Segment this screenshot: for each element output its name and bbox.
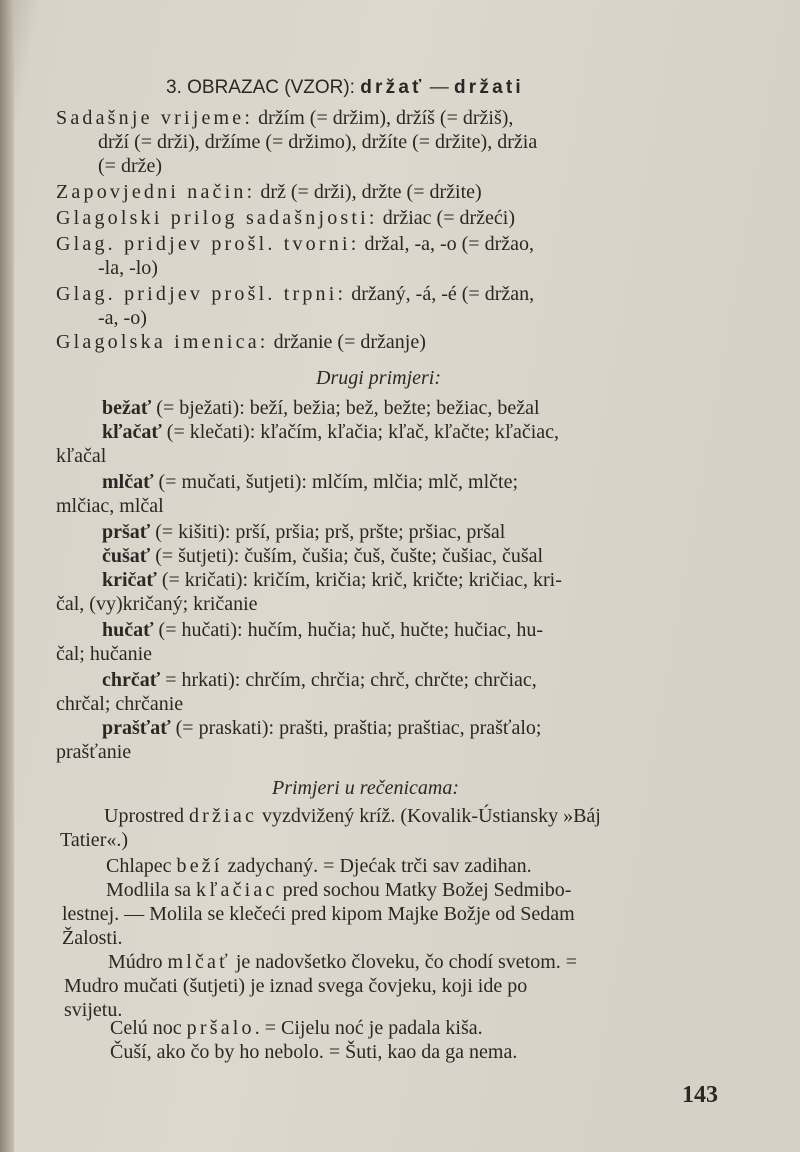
example-verb: mlčať bbox=[102, 471, 154, 493]
form-line bbox=[98, 130, 537, 154]
form-text: -la, -lo) bbox=[98, 257, 158, 279]
sentence-spaced-word: mlčať bbox=[167, 951, 231, 973]
form-text: držaný, -á, -é (= držan, bbox=[346, 283, 535, 305]
example-text: (= bježati): beží, bežia; bež, bežte; bežiac, bežal bbox=[151, 397, 540, 419]
sentence-line bbox=[64, 974, 527, 998]
sentence-post: vyzdvižený kríž. (Kovalik-Ústiansky »Báj bbox=[257, 805, 601, 827]
heading-word-croatian: držati bbox=[453, 77, 524, 98]
form-label: Glag. pridjev prošl. trpni: bbox=[56, 283, 347, 305]
form-text: drž (= drži), držte (= držite) bbox=[255, 181, 482, 203]
sentence-line bbox=[104, 804, 601, 828]
example-line bbox=[102, 396, 540, 420]
sentence-line bbox=[60, 828, 128, 852]
sentence-pre: Uprostred bbox=[104, 805, 189, 827]
example-line bbox=[56, 642, 152, 666]
form-line bbox=[56, 206, 515, 230]
example-line bbox=[56, 494, 164, 518]
example-line bbox=[56, 740, 131, 764]
form-text: držanie (= držanje) bbox=[268, 331, 426, 353]
example-text: (= klečati): kľačím, kľačia; kľač, kľačte; kľačiac, bbox=[161, 421, 560, 443]
example-text: (= hučati): hučím, hučia; huč, hučte; hučiac, hu- bbox=[153, 619, 544, 641]
sentence-post: lestnej. — Molila se klečeći pred kipom Majke Božje od Sedam bbox=[62, 903, 575, 925]
book-spine bbox=[0, 0, 14, 1152]
example-line bbox=[102, 568, 562, 592]
example-line bbox=[102, 716, 541, 740]
example-text: čal, (vy)kričaný; kričanie bbox=[56, 593, 258, 615]
sentence-line bbox=[108, 950, 577, 974]
example-line bbox=[102, 470, 518, 494]
form-text: -a, -o) bbox=[98, 307, 147, 329]
example-text: (= mučati, šutjeti): mlčím, mlčia; mlč, mlčte; bbox=[153, 471, 519, 493]
example-line bbox=[56, 692, 183, 716]
example-verb: kľačať bbox=[102, 421, 162, 443]
heading-prefix: 3. OBRAZAC (VZOR): bbox=[166, 77, 361, 98]
sentence-pre: Modlila sa bbox=[106, 879, 196, 901]
form-text: držiac (= držeći) bbox=[377, 207, 515, 229]
sentence-line bbox=[110, 1016, 483, 1040]
form-label: Sadašnje vrijeme: bbox=[56, 107, 254, 129]
form-label: Glag. pridjev prošl. tvorni: bbox=[56, 233, 360, 255]
sentence-line bbox=[110, 1040, 517, 1064]
form-text: (= drže) bbox=[98, 155, 163, 177]
sentence-post: Žalosti. bbox=[62, 927, 123, 949]
section-heading bbox=[166, 76, 524, 100]
example-verb: prašťať bbox=[102, 717, 171, 739]
example-line bbox=[102, 420, 559, 444]
page-number: 143 bbox=[682, 1082, 718, 1108]
form-line bbox=[98, 154, 162, 178]
sentence-post: zadychaný. = Djećak trči sav zadihan. bbox=[222, 855, 532, 877]
form-line bbox=[56, 106, 513, 130]
form-line bbox=[56, 330, 426, 354]
subtitle-other-examples: Drugi primjeri: bbox=[316, 367, 441, 389]
example-text: (= šutjeti): čuším, čušia; čuš, čušte; čušiac, čušal bbox=[150, 545, 544, 567]
form-text: drží (= drži), držíme (= držimo), držíte (= držite), držia bbox=[98, 131, 538, 153]
form-label: Glagolski prilog sadašnjosti: bbox=[56, 207, 378, 229]
sentence-pre: Chlapec bbox=[106, 855, 177, 877]
sentence-spaced-word: pršalo bbox=[186, 1017, 255, 1039]
example-text: (= kričati): kričím, kričia; krič, kričte; kričiac, kri- bbox=[156, 569, 562, 591]
example-verb: čušať bbox=[102, 545, 151, 567]
sentence-post: . = Cijelu noć je padala kiša. bbox=[254, 1017, 483, 1039]
form-line bbox=[98, 306, 147, 330]
form-line bbox=[56, 282, 534, 306]
example-line bbox=[102, 544, 543, 568]
sentence-line bbox=[106, 854, 532, 878]
sentence-line bbox=[62, 926, 123, 950]
example-text: kľačal bbox=[56, 445, 107, 467]
sentence-line bbox=[106, 878, 571, 902]
example-verb: chrčať bbox=[102, 669, 161, 691]
sentence-post: Tatier«.) bbox=[60, 829, 129, 851]
form-text: držím (= držim), držíš (= držiš), bbox=[253, 107, 514, 129]
example-line bbox=[102, 520, 505, 544]
sentence-line bbox=[62, 902, 575, 926]
sentence-pre: Múdro bbox=[108, 951, 168, 973]
example-text: prašťanie bbox=[56, 741, 132, 763]
form-line bbox=[56, 232, 534, 256]
sentence-post: pred sochou Matky Božej Sedmibo- bbox=[277, 879, 572, 901]
example-line bbox=[102, 618, 543, 642]
sentence-spaced-word: držiac bbox=[188, 805, 258, 827]
sentence-spaced-word: beží bbox=[176, 855, 223, 877]
sentence-pre: Celú noc bbox=[110, 1017, 187, 1039]
example-line bbox=[56, 592, 258, 616]
example-text: (= praskati): prašti, praštia; praštiac, prašťalo; bbox=[170, 717, 542, 739]
example-text: = hrkati): chrčím, chrčia; chrč, chrčte; chrčiac, bbox=[160, 669, 537, 691]
example-text: čal; hučanie bbox=[56, 643, 153, 665]
form-text: držal, -a, -o (= držao, bbox=[359, 233, 534, 255]
form-line bbox=[56, 180, 482, 204]
example-verb: hučať bbox=[102, 619, 154, 641]
sentence-post: je nadovšetko človeku, čo chodí svetom. = bbox=[230, 951, 578, 973]
sentence-post: Mudro mučati (šutjeti) je iznad svega čovjeku, koji ide po bbox=[64, 975, 528, 997]
example-text: (= kišiti): prší, pršia; prš, pršte; pršiac, pršal bbox=[150, 521, 506, 543]
form-label: Glagolska imenica: bbox=[56, 331, 269, 353]
subtitle-sentence-examples: Primjeri u rečenicama: bbox=[272, 777, 459, 799]
example-line bbox=[102, 668, 537, 692]
heading-dash: — bbox=[424, 77, 454, 98]
form-label: Zapovjedni način: bbox=[56, 181, 256, 203]
example-text: mlčiac, mlčal bbox=[56, 495, 164, 517]
sentence-post: Čuší, ako čo by ho nebolo. = Šuti, kao da ga nema. bbox=[110, 1041, 518, 1063]
example-verb: pršať bbox=[102, 521, 151, 543]
form-line bbox=[98, 256, 158, 280]
example-verb: bežať bbox=[102, 397, 152, 419]
example-line bbox=[56, 444, 106, 468]
example-verb: kričať bbox=[102, 569, 157, 591]
heading-word-slovak: držať bbox=[360, 77, 425, 98]
sentence-spaced-word: kľačiac bbox=[196, 879, 278, 901]
example-text: chrčal; chrčanie bbox=[56, 693, 184, 715]
sentence-post: svijetu. bbox=[64, 999, 123, 1021]
